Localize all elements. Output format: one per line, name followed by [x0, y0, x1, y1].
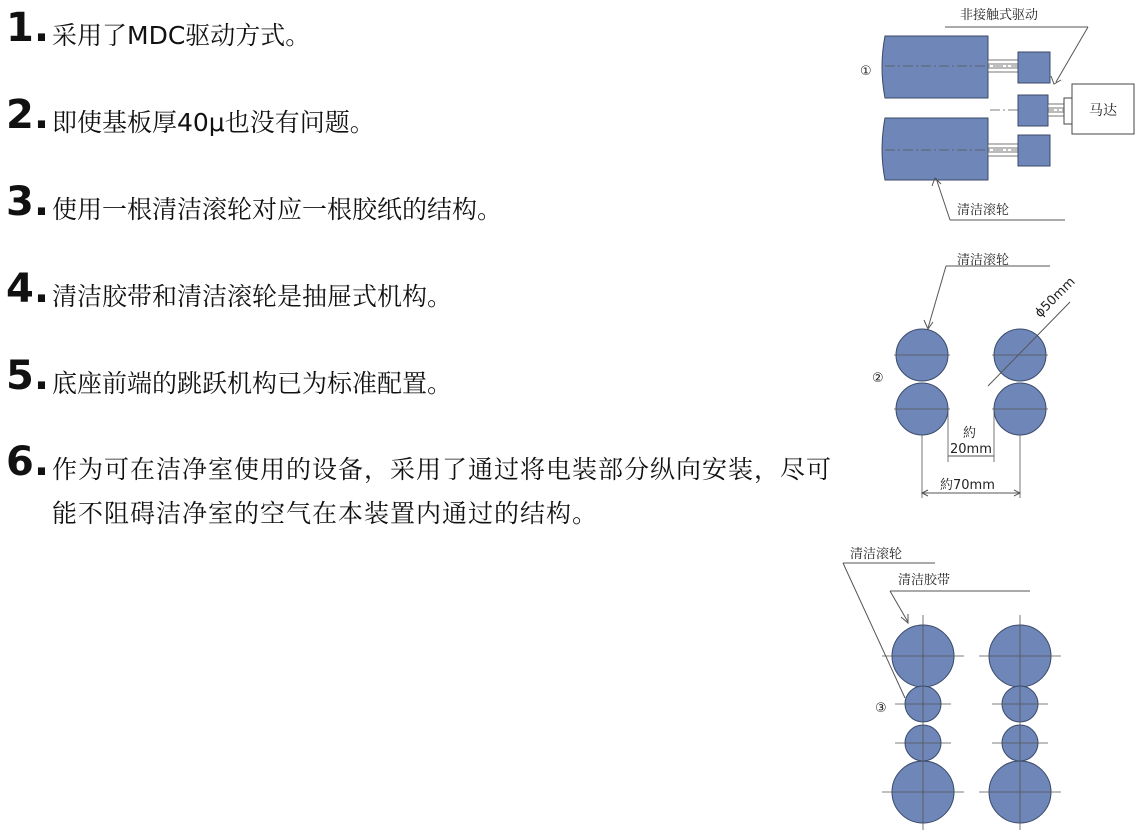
feature-text: 采用了MDC驱动方式。 [52, 21, 311, 50]
upper-roller [882, 36, 988, 98]
label-non-contact-drive: 非接触式驱动 [960, 8, 1039, 23]
feature-number: 2. [6, 92, 50, 138]
span-label: 約70mm [940, 478, 995, 493]
label-cleaning-roller: 清洁滚轮 [957, 253, 1010, 268]
shaft [988, 144, 1018, 148]
leader-line [936, 178, 950, 220]
motor-shaft [1048, 104, 1064, 108]
feature-text: 清洁胶带和清洁滚轮是抽屉式机构。 [52, 282, 453, 311]
feature-number: 4. [6, 266, 50, 312]
leader-line [1056, 27, 1088, 82]
diameter-label: ϕ50mm [1032, 274, 1079, 321]
shaft [988, 152, 1018, 156]
feature-number: 6. [6, 439, 50, 485]
feature-number: 3. [6, 179, 50, 225]
roller-spacing-diagram [872, 252, 1079, 498]
label-cleaning-tape: 清洁胶带 [898, 573, 951, 588]
shaft [988, 68, 1018, 72]
feature-number: 1. [6, 5, 50, 51]
coupling-block [1018, 95, 1048, 126]
motor-shaft [1048, 112, 1064, 116]
marker-3: ③ [875, 701, 887, 716]
label-cleaning-roller: 清洁滚轮 [850, 547, 903, 562]
feature-text: 使用一根清洁滚轮对应一根胶纸的结构。 [52, 195, 503, 224]
leader-line [890, 591, 908, 622]
feature-text: 即使基板厚40μ也没有问题。 [52, 108, 375, 137]
leader-line [928, 266, 946, 328]
motor-label: 马达 [1089, 103, 1117, 119]
arrow-head [1051, 76, 1061, 84]
coupling-block [1018, 135, 1050, 166]
coupling-block [1018, 52, 1050, 83]
lower-roller [882, 118, 988, 180]
leader-line [843, 563, 905, 698]
marker-1: ① [860, 64, 872, 79]
marker-2: ② [872, 371, 884, 386]
feature-text: 作为可在洁净室使用的设备，采用了通过将电装部分纵向安装，尽可能不阻碍洁净室的空气在本装置内通过的结构。 [52, 455, 833, 528]
gap-label: 20mm [950, 442, 992, 457]
feature-number: 5. [6, 353, 50, 399]
drive-diagram [860, 7, 1134, 220]
feature-text: 底座前端的跳跃机构已为标准配置。 [52, 369, 453, 398]
motor-flange [1064, 98, 1072, 124]
tape-roller-diagram [843, 546, 1061, 830]
gap-prefix: 約 [963, 426, 977, 441]
label-cleaning-roller: 清洁滚轮 [957, 203, 1010, 218]
shaft [988, 60, 1018, 64]
